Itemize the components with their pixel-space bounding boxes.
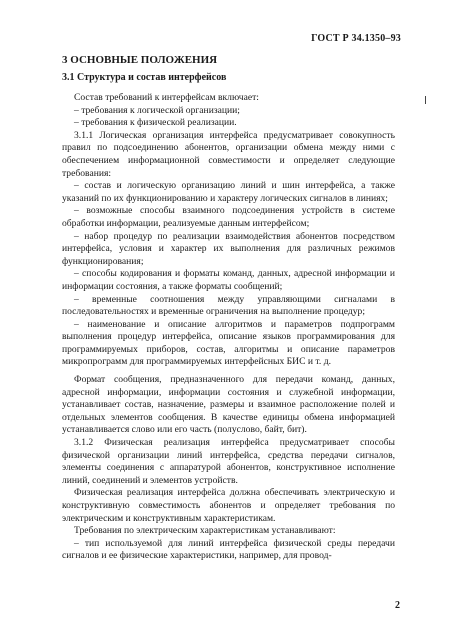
list-item: – тип используемой для линий интерфейса физической среды передачи сигналов и ее физические характеристики, например, для провод- [62, 537, 395, 562]
body-text [62, 87, 395, 563]
list-item: – возможные способы взаимного подсоединения устройств в системе обработки информации, реализуемые данным интерфейсом; [62, 205, 395, 229]
list-item: – требования к физической реализации. [74, 117, 237, 129]
section-title: 3 ОСНОВНЫЕ ПОЛОЖЕНИЯ [62, 54, 218, 66]
paragraph: Физическая реализация интерфейса должна обеспечивать электрическую и конструктивную совместимость абонентов и определяет требования по электрическим и конструктивным характеристикам. [62, 487, 395, 524]
paragraph: 3.1.1 Логическая организация интерфейса предусматривает совокупность правил по подсоединению абонентов, организации обмена между ними с обеспечением информационной совместимости и определяет следующие требования: [62, 129, 395, 179]
page-number: 2 [395, 600, 400, 611]
list-item: – набор процедур по реализации взаимодействия абонентов посредством интерфейса, условия и характер их выполнения для различных режимов функционирования; [62, 230, 395, 267]
paragraph: 3.1.2 Физическая реализация интерфейса предусматривает способы физической организации линий интерфейса, средства передачи сигналов, элементы соединения с аппаратурой абонентов, конструктивное исполнение линий, соединений и элементов устройств. [62, 437, 395, 486]
list-item: – требования к логической организации; [74, 104, 240, 116]
document-header: ГОСТ Р 34.1350–93 [311, 33, 401, 44]
paragraph: Состав требований к интерфейсам включает: [74, 92, 259, 103]
paragraph: Формат сообщения, предназначенного для передачи команд, данных, адресной информации, информации состояния и служебной информации, устанавливает состав, назначение, размеры и взаимное расположение полей и отдельных элементов сообщения. В качестве единицы обмена информацией устанавливается слово или его часть (полуслово, байт, бит). [62, 374, 395, 436]
list-item: – способы кодирования и форматы команд, данных, адресной информации и информации состояния, а также форматы сообщений; [62, 268, 395, 292]
list-item: – состав и логическую организацию линий и шин интерфейса, а также указаний по их функционированию и характеру логических сигналов в линиях; [62, 180, 395, 204]
subsection-title: 3.1 Структура и состав интерфейсов [62, 72, 227, 83]
paragraph: Требования по электрическим характеристикам устанавливают: [74, 525, 336, 537]
margin-mark [425, 96, 426, 104]
list-item: – наименование и описание алгоритмов и параметров подпрограмм выполнения процедур интерфейса, описание языков программирования для программируемых приборов, состав, алгоритмы и описание параметров микропрограмм для программируемых интерфейсных БИС и т. д. [62, 318, 395, 368]
list-item: – временные соотношения между управляющими сигналами в последовательностях и временные ограничения на выполнение процедур; [62, 293, 395, 318]
